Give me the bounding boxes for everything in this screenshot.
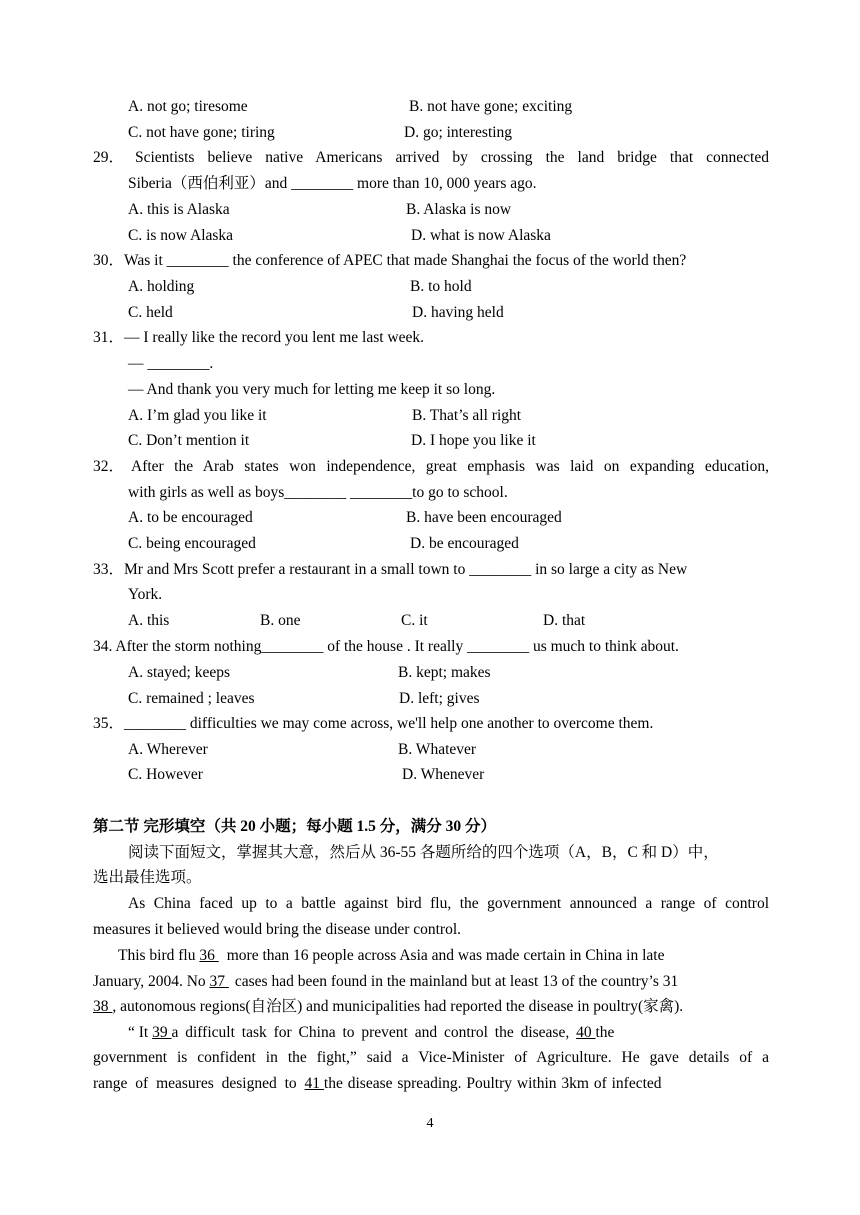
passage-text: January, 2004. No [93, 973, 210, 990]
blank-39: 39 [152, 1024, 172, 1041]
passage-text: This bird flu [118, 947, 200, 964]
q33-stem-line1: 33．Mr and Mrs Scott prefer a restaurant in a small town to ________ in so large a city as New [93, 561, 688, 578]
section-heading: 第二节 完形填空（共 20 小题；每小题 1.5 分，满分 30 分） [93, 818, 497, 835]
q32-stem-line1: After the Arab states won independence, great emphasis was laid on expanding education, [131, 458, 769, 475]
q34-option-a: A. stayed; keeps [128, 664, 231, 681]
q31-option-a: A. I’m glad you like it [128, 407, 267, 424]
passage-text: a difficult task for China to prevent and control the disease, [171, 1024, 577, 1041]
q30-option-b: B. to hold [410, 278, 472, 295]
q28-option-c: C. not have gone; tiring [128, 124, 275, 141]
passage-p3-line1 [128, 1023, 614, 1043]
q33-option-a: A. this [128, 612, 170, 629]
q29-stem-line1: Scientists believe native Americans arrived by crossing the land bridge that connected [135, 149, 769, 166]
q32-option-a: A. to be encouraged [128, 509, 253, 526]
q31-option-c: C. Don’t mention it [128, 432, 250, 449]
passage-text: , autonomous regions(自治区) and municipalities had reported the disease in poultry(家禽). [112, 998, 684, 1015]
passage-text: more than 16 people across Asia and was made certain in China in late [226, 947, 665, 964]
q32-option-d: D. be encouraged [410, 535, 519, 552]
q34-stem: 34. After the storm nothing________ of the house . It really ________ us much to think about. [93, 638, 679, 655]
q34-option-d: D. left; gives [399, 690, 480, 707]
q32-option-c: C. being encouraged [128, 535, 256, 552]
passage-p1-line2: measures it believed would bring the disease under control. [93, 921, 462, 938]
q31-stem: 31．— I really like the record you lent me last week. [93, 329, 424, 346]
q31-dialog-line2: — ________. [128, 355, 214, 372]
passage-p2-line2 [93, 972, 678, 992]
q35-option-b: B. Whatever [398, 741, 477, 758]
q35-option-c: C. However [128, 766, 203, 783]
q35-option-a: A. Wherever [128, 741, 208, 758]
q33-stem-line2: York. [128, 586, 163, 603]
q32-stem-line2: with girls as well as boys________ ________to go to school. [128, 484, 508, 501]
q33-option-c: C. it [401, 612, 428, 629]
q34-option-c: C. remained ; leaves [128, 690, 255, 707]
passage-p3-line2: government is confident in the fight,” said a Vice-Minister of Agriculture. He gave details of a [93, 1049, 769, 1066]
q30-option-d: D. having held [412, 304, 504, 321]
q31-option-d: D. I hope you like it [411, 432, 536, 449]
q33-option-b: B. one [260, 612, 301, 629]
passage-p2-line1 [118, 946, 665, 966]
passage-text: “ It [128, 1024, 153, 1041]
passage-text: cases had been found in the mainland but at least 13 of the country’s 31 [234, 973, 679, 990]
passage-p2-line3 [93, 997, 683, 1017]
q32-number: 32． [93, 458, 125, 475]
passage-p1-line1: As China faced up to a battle against bird flu, the government announced a range of control [128, 895, 769, 912]
passage-p3-line3 [93, 1074, 662, 1094]
q30-option-a: A. holding [128, 278, 195, 295]
section-instructions-line2: 选出最佳选项。 [93, 869, 202, 886]
q29-option-b: B. Alaska is now [406, 201, 512, 218]
q34-option-b: B. kept; makes [398, 664, 491, 681]
section-instructions-line1: 阅读下面短文，掌握其大意，然后从 36-55 各题所给的四个选项（A，B，C 和 D）中， [128, 844, 719, 861]
q29-option-a: A. this is Alaska [128, 201, 230, 218]
q30-stem: 30．Was it ________ the conference of APEC that made Shanghai the focus of the world then? [93, 252, 687, 269]
passage-text: the [595, 1024, 615, 1041]
q31-option-b: B. That’s all right [412, 407, 522, 424]
page-number: 4 [426, 1116, 434, 1131]
q29-option-d: D. what is now Alaska [411, 227, 551, 244]
q28-option-d: D. go; interesting [404, 124, 513, 141]
q29-option-c: C. is now Alaska [128, 227, 234, 244]
q30-option-c: C. held [128, 304, 173, 321]
blank-40: 40 [576, 1024, 596, 1041]
blank-37: 37 [209, 973, 229, 990]
q33-option-d: D. that [543, 612, 586, 629]
q35-stem: 35．________ difficulties we may come across, we'll help one another to overcome them. [93, 715, 654, 732]
blank-41: 41 [304, 1075, 324, 1092]
q32-option-b: B. have been encouraged [406, 509, 562, 526]
passage-text: the disease spreading. Poultry within 3km of infected [323, 1075, 662, 1092]
q29-stem-line2: Siberia（西伯利亚）and ________ more than 10, 000 years ago. [128, 175, 537, 192]
q31-dialog-line3: — And thank you very much for letting me keep it so long. [128, 381, 496, 398]
blank-38: 38 [93, 998, 113, 1015]
blank-36: 36 [199, 947, 219, 964]
passage-text: range of measures designed to [93, 1075, 305, 1092]
q28-option-a: A. not go; tiresome [128, 98, 248, 115]
q29-number: 29． [93, 149, 125, 166]
q28-option-b: B. not have gone; exciting [409, 98, 573, 115]
q35-option-d: D. Whenever [402, 766, 485, 783]
